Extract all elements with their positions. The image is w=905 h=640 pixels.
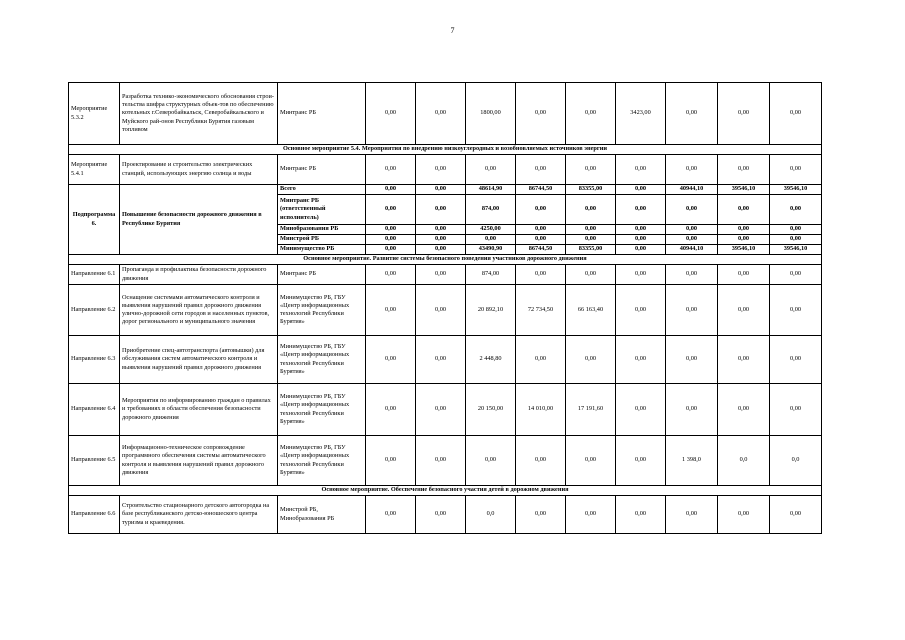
value-cell: 0,0 <box>718 436 770 486</box>
subprogram-executor: Минстрой РБ <box>278 235 366 245</box>
section-heading: Основное мероприятие. Обеспечение безопасного участия детей в дорожном движения <box>69 486 822 496</box>
row-name: Информационно-техническое сопровождение программного обеспечения системы автоматического контроля и выявления нарушений правил дорожного движения <box>120 436 278 486</box>
value-cell: 86744,50 <box>516 185 566 195</box>
section-row <box>69 486 822 496</box>
value-cell: 0,00 <box>566 83 616 145</box>
value-cell: 1 398,0 <box>666 436 718 486</box>
value-cell: 0,00 <box>770 195 822 225</box>
value-cell: 0,00 <box>770 285 822 336</box>
row-executor: Минтранс РБ <box>278 83 366 145</box>
value-cell: 0,00 <box>416 185 466 195</box>
value-cell: 0,00 <box>366 384 416 436</box>
value-cell: 0,00 <box>616 384 666 436</box>
value-cell: 0,00 <box>516 436 566 486</box>
value-cell: 0,00 <box>770 336 822 384</box>
value-cell: 0,00 <box>366 265 416 285</box>
table-row <box>69 265 822 285</box>
value-cell: 0,00 <box>566 265 616 285</box>
value-cell: 0,00 <box>718 225 770 235</box>
value-cell: 0,00 <box>366 185 416 195</box>
table-row <box>69 496 822 534</box>
value-cell: 17 191,60 <box>566 384 616 436</box>
value-cell: 0,00 <box>718 155 770 185</box>
row-code: Направление 6.4 <box>69 384 120 436</box>
value-cell: 0,0 <box>466 496 516 534</box>
subprogram-executor: Минтранс РБ (ответственный исполнитель) <box>278 195 366 225</box>
value-cell: 0,00 <box>416 83 466 145</box>
value-cell: 43490,90 <box>466 245 516 255</box>
value-cell: 39546,10 <box>718 185 770 195</box>
table-row <box>69 155 822 185</box>
subprogram-code: Подпрограмма 6. <box>69 185 120 255</box>
row-name: Мероприятия по информированию граждан о правилах и требованиях в области обеспечения безопасности дорожного движения <box>120 384 278 436</box>
value-cell: 0,00 <box>466 235 516 245</box>
value-cell: 0,00 <box>666 496 718 534</box>
row-executor: Минимущество РБ, ГБУ «Центр информационных технологий Республики Бурятия» <box>278 436 366 486</box>
value-cell: 0,00 <box>718 195 770 225</box>
value-cell: 0,00 <box>770 384 822 436</box>
section-row <box>69 255 822 265</box>
row-code: Мероприятие 5.4.1 <box>69 155 120 185</box>
value-cell: 0,00 <box>566 496 616 534</box>
value-cell: 20 150,00 <box>466 384 516 436</box>
value-cell: 0,00 <box>616 285 666 336</box>
value-cell: 66 163,40 <box>566 285 616 336</box>
value-cell: 0,00 <box>616 235 666 245</box>
row-code: Направление 6.3 <box>69 336 120 384</box>
budget-table <box>68 82 822 534</box>
value-cell: 0,00 <box>366 336 416 384</box>
table-row <box>69 336 822 384</box>
value-cell: 0,00 <box>366 496 416 534</box>
value-cell: 0,00 <box>770 235 822 245</box>
value-cell: 874,00 <box>466 265 516 285</box>
value-cell: 0,00 <box>416 436 466 486</box>
value-cell: 0,00 <box>616 195 666 225</box>
value-cell: 0,00 <box>718 285 770 336</box>
value-cell: 0,00 <box>770 265 822 285</box>
row-executor: Минимущество РБ, ГБУ «Центр информационных технологий Республики Бурятия» <box>278 285 366 336</box>
value-cell: 0,00 <box>566 195 616 225</box>
value-cell: 0,00 <box>566 155 616 185</box>
row-executor: Минтранс РБ <box>278 155 366 185</box>
value-cell: 0,00 <box>616 245 666 255</box>
row-code: Направление 6.1 <box>69 265 120 285</box>
value-cell: 0,00 <box>616 336 666 384</box>
value-cell: 0,00 <box>516 496 566 534</box>
value-cell: 0,00 <box>416 496 466 534</box>
row-executor: Минимущество РБ, ГБУ «Центр информационных технологий Республики Бурятия» <box>278 384 366 436</box>
value-cell: 0,00 <box>666 155 718 185</box>
value-cell: 0,00 <box>718 496 770 534</box>
table-row <box>69 384 822 436</box>
value-cell: 0,00 <box>466 436 516 486</box>
value-cell: 3423,00 <box>616 83 666 145</box>
value-cell: 40944,10 <box>666 185 718 195</box>
value-cell: 0,00 <box>366 245 416 255</box>
value-cell: 14 010,00 <box>516 384 566 436</box>
table-row <box>69 285 822 336</box>
row-code: Мероприятие 5.3.2 <box>69 83 120 145</box>
value-cell: 0,00 <box>666 225 718 235</box>
value-cell: 0,00 <box>416 285 466 336</box>
value-cell: 0,00 <box>666 384 718 436</box>
value-cell: 0,00 <box>416 245 466 255</box>
row-name: Проектирование и строительство электрических станций, использующих энергию солнца и воды <box>120 155 278 185</box>
value-cell: 0,00 <box>718 336 770 384</box>
value-cell: 83355,00 <box>566 185 616 195</box>
value-cell: 4250,00 <box>466 225 516 235</box>
subprogram-executor: Минобразования РБ <box>278 225 366 235</box>
row-executor: Минтранс РБ <box>278 265 366 285</box>
value-cell: 0,00 <box>516 235 566 245</box>
value-cell: 0,00 <box>566 225 616 235</box>
row-name: Строительство стационарного детского автогородка на базе республиканского детско-юношеского центра туризма и краеведения. <box>120 496 278 534</box>
value-cell: 0,00 <box>566 235 616 245</box>
value-cell: 0,00 <box>416 384 466 436</box>
value-cell: 0,00 <box>616 185 666 195</box>
row-code: Направление 6.5 <box>69 436 120 486</box>
value-cell: 0,00 <box>666 195 718 225</box>
value-cell: 874,00 <box>466 195 516 225</box>
value-cell: 39546,10 <box>718 245 770 255</box>
value-cell: 2 448,80 <box>466 336 516 384</box>
value-cell: 0,00 <box>516 265 566 285</box>
value-cell: 0,00 <box>666 265 718 285</box>
value-cell: 0,00 <box>616 265 666 285</box>
subprogram-row <box>69 185 822 195</box>
value-cell: 40944,10 <box>666 245 718 255</box>
value-cell: 72 734,50 <box>516 285 566 336</box>
subprogram-executor: Всего <box>278 185 366 195</box>
value-cell: 0,00 <box>566 336 616 384</box>
value-cell: 0,00 <box>616 436 666 486</box>
row-code: Направление 6.2 <box>69 285 120 336</box>
value-cell: 0,00 <box>516 225 566 235</box>
row-name: Оснащение системами автоматического контроля и выявления нарушений правил дорожного движения улично-дорожной сети городов и населенных пунктов, дорог регионального и муниципального значения <box>120 285 278 336</box>
value-cell: 0,00 <box>516 83 566 145</box>
row-name: Пропаганда и профилактика безопасности дорожного движения <box>120 265 278 285</box>
value-cell: 0,00 <box>770 155 822 185</box>
value-cell: 0,00 <box>366 225 416 235</box>
value-cell: 0,00 <box>416 195 466 225</box>
table-row <box>69 83 822 145</box>
value-cell: 0,00 <box>416 225 466 235</box>
row-code: Направление 6.6 <box>69 496 120 534</box>
value-cell: 0,0 <box>770 436 822 486</box>
value-cell: 20 892,10 <box>466 285 516 336</box>
subprogram-executor: Минимущество РБ <box>278 245 366 255</box>
value-cell: 0,00 <box>366 155 416 185</box>
value-cell: 0,00 <box>616 496 666 534</box>
value-cell: 0,00 <box>718 83 770 145</box>
value-cell: 0,00 <box>666 336 718 384</box>
section-heading: Основное мероприятие. Развитие системы безопасного поведения участников дорожного движения <box>69 255 822 265</box>
value-cell: 0,00 <box>366 83 416 145</box>
row-name: Приобретение спец-автотранспорта (автовышки) для обслуживания систем автоматического контроля и выявления нарушений правил дорожного движения <box>120 336 278 384</box>
value-cell: 83355,00 <box>566 245 616 255</box>
value-cell: 0,00 <box>416 336 466 384</box>
value-cell: 0,00 <box>718 235 770 245</box>
value-cell: 0,00 <box>366 285 416 336</box>
value-cell: 0,00 <box>770 225 822 235</box>
value-cell: 0,00 <box>666 83 718 145</box>
value-cell: 0,00 <box>366 195 416 225</box>
value-cell: 39546,10 <box>770 245 822 255</box>
value-cell: 0,00 <box>516 336 566 384</box>
value-cell: 1800,00 <box>466 83 516 145</box>
value-cell: 0,00 <box>616 225 666 235</box>
value-cell: 0,00 <box>770 496 822 534</box>
row-executor: Минстрой РБ, Минобразования РБ <box>278 496 366 534</box>
value-cell: 0,00 <box>366 235 416 245</box>
value-cell: 0,00 <box>416 155 466 185</box>
value-cell: 0,00 <box>566 436 616 486</box>
value-cell: 86744,50 <box>516 245 566 255</box>
value-cell: 0,00 <box>416 265 466 285</box>
row-executor: Минимущество РБ, ГБУ «Центр информационных технологий Республики Бурятия» <box>278 336 366 384</box>
subprogram-name: Повышение безопасности дорожного движения в Республике Бурятия <box>120 185 278 255</box>
value-cell: 0,00 <box>666 235 718 245</box>
value-cell: 0,00 <box>466 155 516 185</box>
value-cell: 0,00 <box>516 195 566 225</box>
value-cell: 0,00 <box>366 436 416 486</box>
section-heading: Основное мероприятие 5.4. Мероприятия по внедрению низкоуглеродных и возобновляемых источников энергии <box>69 145 822 155</box>
value-cell: 0,00 <box>516 155 566 185</box>
value-cell: 0,00 <box>718 384 770 436</box>
value-cell: 0,00 <box>616 155 666 185</box>
table-row <box>69 436 822 486</box>
page-number: 7 <box>450 26 455 35</box>
row-name: Разработка технико-экономического обоснования строи-тельства шифра структурных объек-тов по обеспечению котельных г.Северобайкальск, Северобайкальского и Муйского рай-онов Республики Бурятия газовым топливом <box>120 83 278 145</box>
value-cell: 0,00 <box>666 285 718 336</box>
section-row <box>69 145 822 155</box>
value-cell: 48614,90 <box>466 185 516 195</box>
value-cell: 0,00 <box>718 265 770 285</box>
value-cell: 0,00 <box>770 83 822 145</box>
value-cell: 0,00 <box>416 235 466 245</box>
value-cell: 39546,10 <box>770 185 822 195</box>
